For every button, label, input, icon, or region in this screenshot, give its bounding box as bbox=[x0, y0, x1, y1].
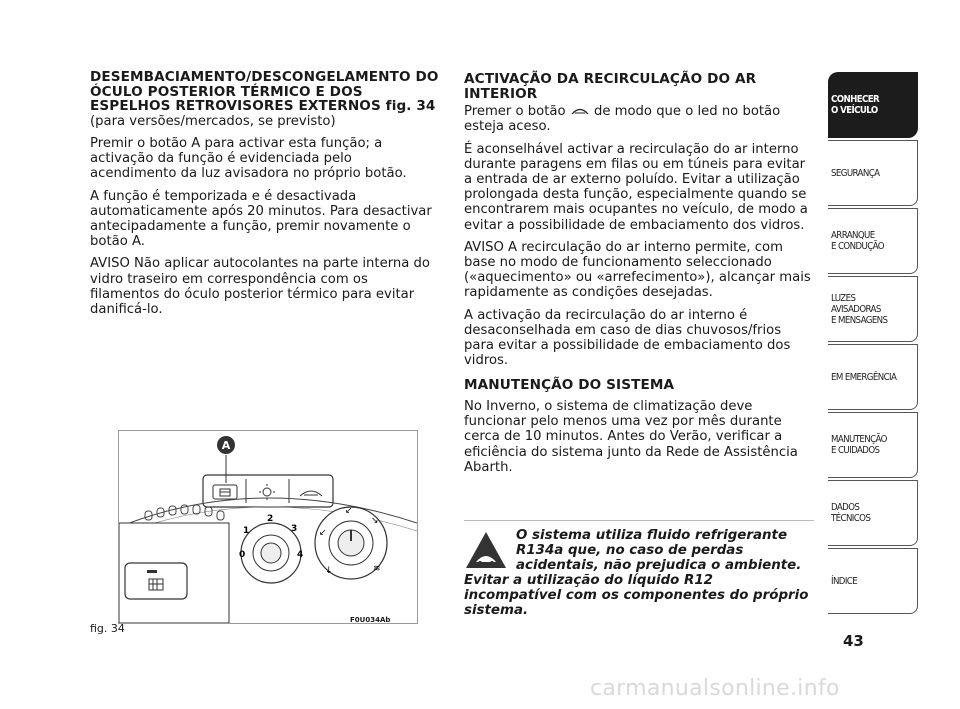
environment-warning-text: O sistema utiliza fluido refrigerante R134a que, no caso de perdas acidentais, não prejudica o ambiente. Evitar a utilização do líquido R12 incompatível com os componentes do próprio sistema. bbox=[464, 528, 809, 618]
figure-code: F0U034Ab bbox=[350, 616, 391, 624]
recirculation-paragraph-4: A activação da recirculação do ar interno é desaconselhada em caso de dias chuvosos/frios para evitar a possibilidade de embaciamento dos vidros. bbox=[464, 307, 791, 369]
inset-rear-defrost-button bbox=[125, 563, 187, 599]
recirculation-p1-after: de modo que o led no botão esteja aceso. bbox=[464, 104, 781, 135]
vent-feet-icon: ↘ bbox=[371, 516, 379, 526]
tab-dados-tecnicos[interactable]: DADOS TÉCNICOS bbox=[828, 480, 918, 546]
fan-label-0: 0 bbox=[239, 550, 246, 560]
fan-label-4: 4 bbox=[297, 550, 304, 560]
tab-em-emergencia[interactable]: EM EMERGÊNCIA bbox=[828, 344, 918, 410]
page-number: 43 bbox=[843, 632, 864, 650]
tab-seguranca[interactable]: SEGURANÇA bbox=[828, 140, 918, 206]
recirculation-p1-before: Premer o botão bbox=[464, 104, 566, 120]
recirculation-paragraph-2: É aconselhável activar a recirculação do ar interno durante paragens em filas ou em túneis para evitar a entrada de ar externo poluído. Evitar a utilização prolongada desta função, especialmente quando se encontrarem mais ocupantes no veículo, de modo a evitar a possibilidade de embaciamento dos vidros. bbox=[464, 141, 808, 233]
callout-a-label: A bbox=[221, 439, 231, 452]
right-column bbox=[464, 72, 812, 482]
fan-label-3: 3 bbox=[291, 524, 298, 534]
defrost-subheading: (para versões/mercados, se previsto) bbox=[90, 113, 336, 129]
environment-warning-icon bbox=[464, 530, 508, 570]
figure-34-climate-panel bbox=[118, 430, 418, 624]
recirculation-icon bbox=[570, 106, 590, 116]
maintenance-paragraph: No Inverno, o sistema de climatização deve funcionar pelo menos uma vez por mês durante cerca de 10 minutos. Antes do Verão, verificar a eficiência do sistema junto da Rede de Assistência Abarth. bbox=[464, 399, 798, 475]
vent-face-feet-icon: ↙ bbox=[345, 506, 353, 516]
environment-warning bbox=[464, 528, 814, 618]
defrost-paragraph-1: Premir o botão A para activar esta função; a activação da função é evidenciada pelo acendimento da luz avisadora no próprio botão. bbox=[90, 135, 407, 182]
tab-indice[interactable]: ÍNDICE bbox=[828, 548, 918, 614]
vent-floor-icon: ↓ bbox=[325, 566, 333, 576]
tab-luzes-avisadoras[interactable]: LUZES AVISADORAS E MENSAGENS bbox=[828, 276, 918, 342]
watermark: carmanualsonline.info bbox=[590, 676, 840, 701]
tab-conhecer-o-veiculo[interactable]: CONHECER O VEÍCULO bbox=[828, 72, 918, 138]
defrost-heading: DESEMBACIAMENTO/DESCONGELAMENTO DO ÓCULO POSTERIOR TÉRMICO E DOS ESPELHOS RETROVISORES EXTERNOS fig. 34 bbox=[90, 69, 439, 115]
fan-label-1: 1 bbox=[243, 526, 250, 536]
fan-label-2: 2 bbox=[267, 514, 274, 524]
vent-face-icon: ↙ bbox=[319, 528, 327, 538]
warning-divider bbox=[464, 520, 814, 521]
maintenance-heading: MANUTENÇÃO DO SISTEMA bbox=[464, 377, 675, 394]
climate-panel-illustration bbox=[119, 431, 417, 623]
figure-caption: fig. 34 bbox=[90, 622, 125, 635]
defrost-paragraph-2: A função é temporizada e é desactivada automaticamente após 20 minutos. Para desactivar antecipadamente a função, premir novamente o botão A. bbox=[90, 188, 432, 250]
recirculation-paragraph-1 bbox=[464, 104, 812, 134]
recirculation-heading: ACTIVAÇÃO DA RECIRCULAÇÃO DO AR INTERIOR bbox=[464, 71, 757, 102]
tab-manutencao-e-cuidados[interactable]: MANUTENÇÃO E CUIDADOS bbox=[828, 412, 918, 478]
defrost-paragraph-3: AVISO Não aplicar autocolantes na parte interna do vidro traseiro em correspondência com os filamentos do óculo posterior térmico para evitar danificá-lo. bbox=[90, 256, 430, 318]
left-column bbox=[90, 70, 440, 324]
windshield-defrost-icon: ≋ bbox=[373, 564, 381, 574]
tab-arranque-e-conducao[interactable]: ARRANQUE E CONDUÇÃO bbox=[828, 208, 918, 274]
recirculation-paragraph-3: AVISO A recirculação do ar interno permite, com base no modo de funcionamento seleccionado («aquecimento» ou «arrefecimento»), alcançar mais rapidamente as condições desejadas. bbox=[464, 239, 811, 301]
